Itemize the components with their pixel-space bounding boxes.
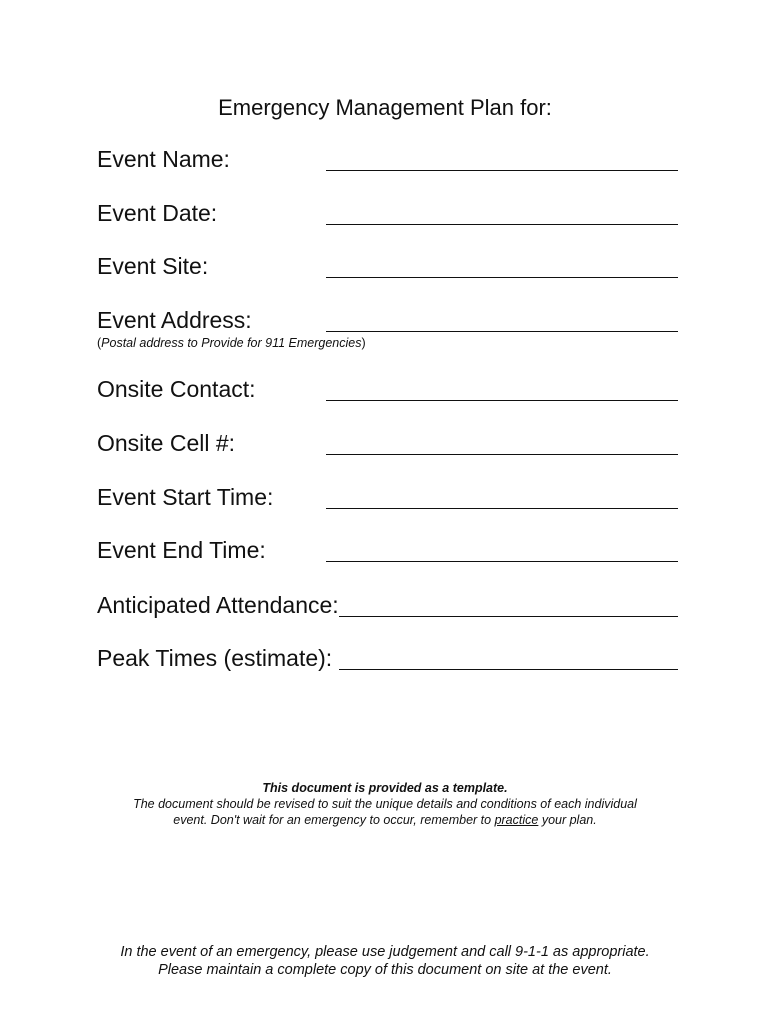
field-event-address [97, 306, 678, 336]
template-note-line1: The document should be revised to suit the unique details and conditions of each individual [133, 797, 637, 811]
fill-in-line[interactable] [326, 277, 678, 278]
field-label: Peak Times (estimate): [97, 645, 333, 671]
template-note-line2-after: your plan. [538, 813, 597, 827]
field-label: Onsite Cell #: [97, 430, 236, 456]
field-event-date [97, 199, 678, 229]
footer-line2: Please maintain a complete copy of this document on site at the event. [158, 962, 612, 978]
field-label: Event Date: [97, 200, 218, 226]
emergency-footer [0, 943, 770, 979]
field-label: Onsite Contact: [97, 376, 256, 402]
template-note-line2-before: event. Don't wait for an emergency to occur, remember to [173, 813, 495, 827]
fill-in-line[interactable] [326, 331, 678, 332]
fill-in-line[interactable] [326, 170, 678, 171]
field-label: Event Site: [97, 253, 209, 279]
fill-in-line[interactable] [326, 400, 678, 401]
field-onsite-cell [97, 429, 678, 459]
address-note-open: ( [97, 336, 102, 350]
fill-in-line[interactable] [326, 224, 678, 225]
field-event-name [97, 145, 678, 175]
fill-in-line[interactable] [339, 669, 678, 670]
fill-in-line[interactable] [326, 454, 678, 455]
fill-in-line[interactable] [326, 508, 678, 509]
footer-line1: In the event of an emergency, please use judgement and call 9-1-1 as appropriate. [120, 944, 650, 960]
address-note [97, 335, 366, 351]
field-anticipated-attendance [97, 591, 678, 621]
field-event-site [97, 252, 678, 282]
field-label: Event Name: [97, 146, 230, 172]
field-label: Event Start Time: [97, 484, 274, 510]
address-note-text: Postal address to Provide for 911 Emergencies [101, 336, 362, 350]
template-note-line2 [0, 812, 770, 828]
practice-emphasis: practice [494, 813, 539, 827]
template-note [0, 780, 770, 828]
field-event-end-time [97, 536, 678, 566]
fill-in-line[interactable] [339, 616, 678, 617]
field-peak-times [97, 644, 678, 674]
field-label: Event End Time: [97, 537, 266, 563]
field-label: Event Address: [97, 307, 252, 333]
template-note-heading: This document is provided as a template. [262, 781, 508, 795]
address-note-close: ) [361, 336, 366, 350]
fill-in-line[interactable] [326, 561, 678, 562]
field-label: Anticipated Attendance: [97, 592, 339, 618]
field-onsite-contact [97, 375, 678, 405]
field-event-start-time [97, 483, 678, 513]
document-title: Emergency Management Plan for: [218, 95, 552, 120]
